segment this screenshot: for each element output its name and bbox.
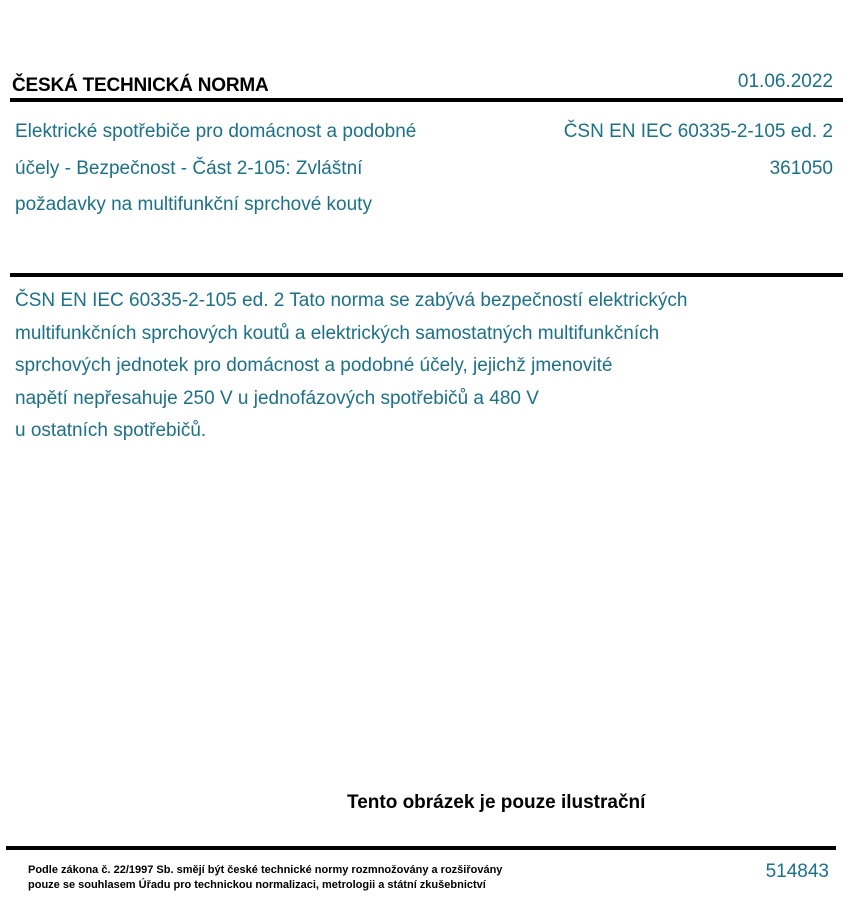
description-line: sprchových jednotek pro domácnost a podobné účely, jejichž jmenovité	[15, 355, 613, 376]
standard-identifier	[564, 114, 833, 187]
standard-title-line: účely - Bezpečnost - Část 2-105: Zvláštní	[15, 157, 363, 179]
bottom-divider	[6, 846, 836, 850]
document-number: 514843	[765, 861, 829, 882]
legal-notice-line: Podle zákona č. 22/1997 Sb. smějí být české technické normy rozmnožovány a rozšiřovány	[28, 864, 503, 876]
middle-divider	[10, 273, 843, 277]
standard-description	[15, 285, 805, 448]
description-line: multifunkčních sprchových koutů a elektrických samostatných multifunkčních	[15, 322, 660, 344]
description-line: napětí nepřesahuje 250 V u jednofázových spotřebičů a 480 V	[15, 387, 539, 409]
top-divider	[10, 98, 843, 102]
legal-notice-line: pouze se souhlasem Úřadu pro technickou normalizaci, metrologii a státní zkušebnictví	[28, 879, 486, 891]
description-line: ČSN EN IEC 60335-2-105 ed. 2 Tato norma se zabývá bezpečností elektrických	[15, 290, 688, 311]
norm-header-label: ČESKÁ TECHNICKÁ NORMA	[12, 75, 269, 96]
description-line: u ostatních spotřebičů.	[15, 420, 207, 441]
legal-notice	[28, 863, 502, 893]
standard-title-line: požadavky na multifunkční sprchové kouty	[15, 194, 372, 215]
standard-title	[15, 114, 485, 224]
publication-date: 01.06.2022	[737, 71, 833, 92]
illustration-note: Tento obrázek je pouze ilustrační	[347, 792, 646, 813]
standard-code: ČSN EN IEC 60335-2-105 ed. 2	[563, 121, 833, 142]
standard-title-line: Elektrické spotřebiče pro domácnost a podobné	[15, 121, 417, 142]
class-number: 361050	[769, 157, 833, 179]
